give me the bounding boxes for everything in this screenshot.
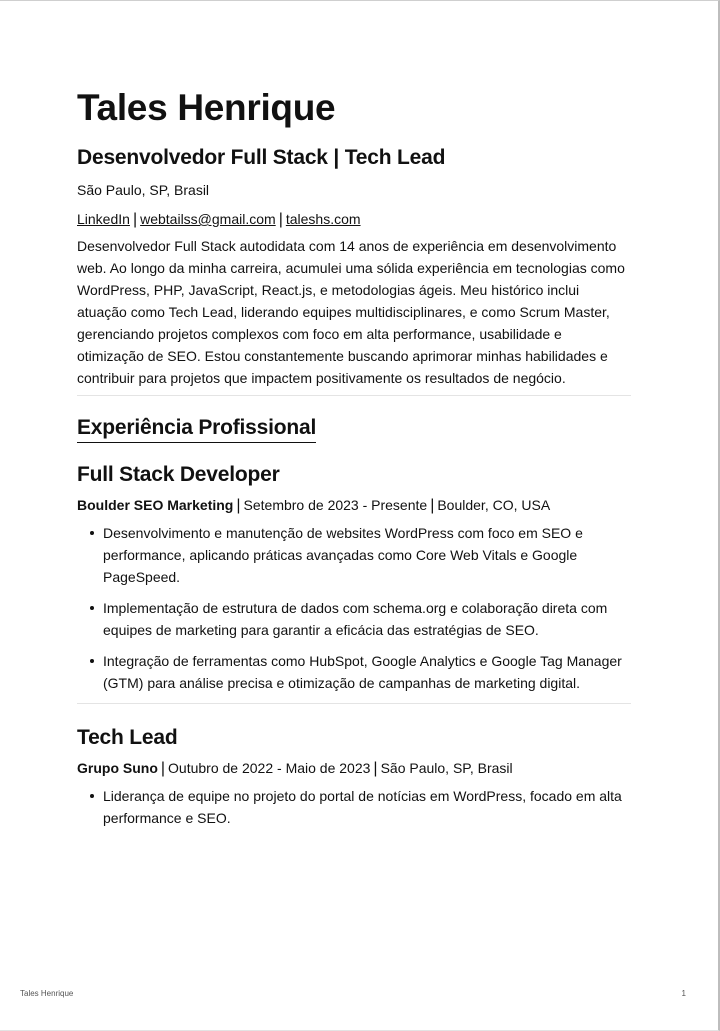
website-link[interactable]: taleshs.com — [285, 211, 361, 227]
job-meta — [77, 495, 631, 516]
job-location: São Paulo, SP, Brasil — [380, 760, 513, 776]
job-bullet: Implementação de estrutura de dados com schema.org e colaboração direta com equipes de marketing para garantir a eficácia das estratégias de SEO. — [103, 597, 631, 641]
separator: | — [160, 760, 166, 777]
resume-name: Tales Henrique — [77, 87, 336, 128]
job-entry — [77, 724, 631, 829]
divider — [77, 703, 631, 704]
email-link[interactable]: webtailss@gmail.com — [140, 211, 276, 227]
job-title: Full Stack Developer — [77, 463, 280, 486]
resume-content — [77, 86, 631, 838]
job-bullets — [77, 522, 631, 694]
job-meta — [77, 758, 631, 779]
job-location: Boulder, CO, USA — [437, 497, 551, 513]
job-bullets — [77, 785, 631, 829]
job-entry — [77, 461, 631, 694]
job-company: Boulder SEO Marketing — [77, 497, 234, 513]
job-period: Setembro de 2023 - Presente — [243, 497, 428, 513]
job-bullet: Liderança de equipe no projeto do portal de notícias em WordPress, focado em alta performance e SEO. — [103, 785, 631, 829]
divider — [77, 395, 631, 396]
footer-author: Tales Henrique — [20, 989, 74, 998]
job-title: Tech Lead — [77, 726, 178, 749]
footer-page-number: 1 — [681, 989, 686, 998]
separator: | — [278, 211, 283, 228]
separator: | — [236, 497, 241, 514]
separator: | — [373, 760, 378, 777]
resume-location: São Paulo, SP, Brasil — [77, 182, 210, 198]
contact-links — [77, 209, 631, 230]
experience-section-title: Experiência Profissional — [77, 414, 316, 443]
separator: | — [430, 497, 435, 514]
job-bullet: Desenvolvimento e manutenção de websites WordPress com foco em SEO e performance, aplicando práticas avançadas como Core Web Vitals e Google PageSpeed. — [103, 522, 631, 588]
job-period: Outubro de 2022 - Maio de 2023 — [168, 760, 371, 776]
job-bullet: Integração de ferramentas como HubSpot, Google Analytics e Google Tag Manager (GTM) para análise precisa e otimização de campanhas de marketing digital. — [103, 650, 631, 694]
job-company: Grupo Suno — [77, 760, 158, 776]
resume-headline: Desenvolvedor Full Stack | Tech Lead — [77, 146, 446, 169]
separator: | — [132, 211, 138, 228]
resume-summary: Desenvolvedor Full Stack autodidata com 14 anos de experiência em desenvolvimento web. Ao longo da minha carreira, acumulei uma sólida experiência em tecnologias como WordPress, PHP, JavaScript, React.js, e metodologias ágeis. Meu histórico inclui atuação como Tech Lead, liderando equipes multidisciplinares, e como Scrum Master, gerenciando projetos complexos com foco em alta performance, usabilidade e otimização de SEO. Estou constantemente buscando aprimorar minhas habilidades e contribuir para projetos que impactem positivamente os resultados de negócio. — [77, 238, 625, 386]
linkedin-link[interactable]: LinkedIn — [77, 211, 130, 227]
